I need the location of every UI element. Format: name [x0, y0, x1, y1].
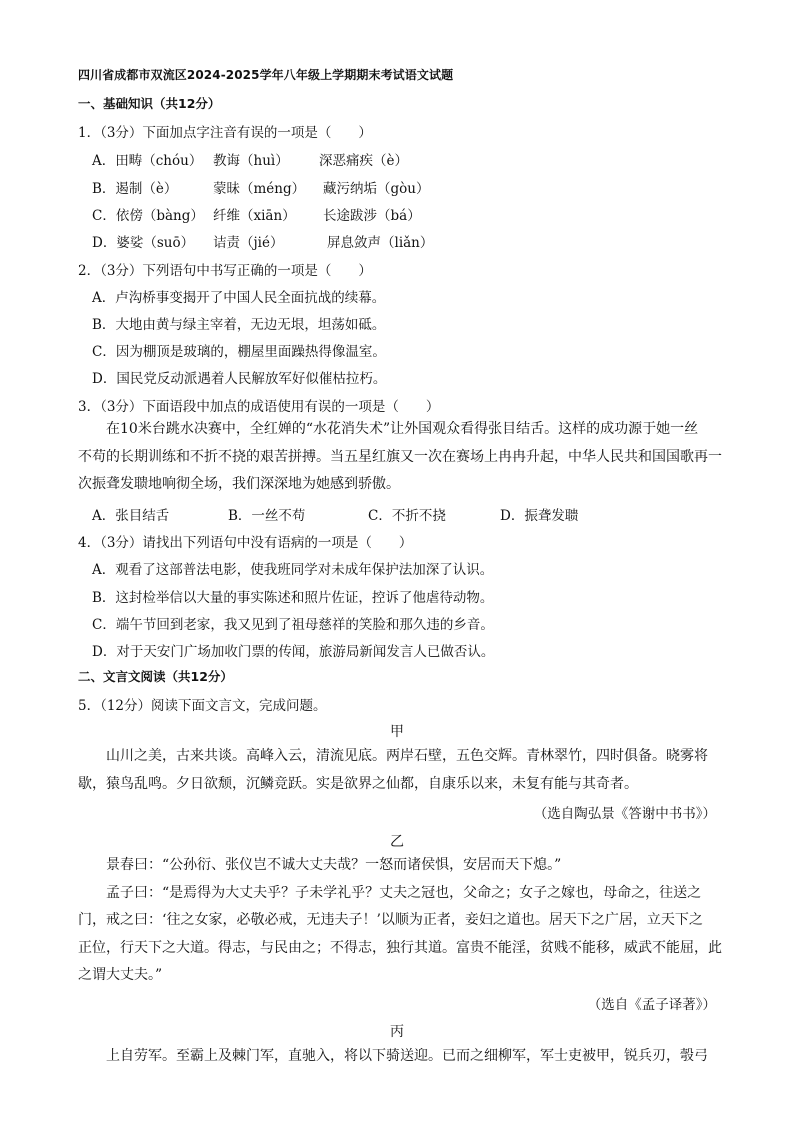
passage-line: 歇，猿鸟乱鸣。夕日欲颓，沉鳞竞跃。实是欲界之仙都，自康乐以来，未复有能与其奇者。	[78, 775, 638, 792]
question-4-stem: 4．（3分）请找出下列语句中没有语病的一项是（ ）	[78, 535, 413, 551]
option-b-item-3: 藏污纳垢（gòu）	[323, 181, 430, 197]
question-2-stem: 2．（3分）下列语句中书写正确的一项是（ ）	[78, 263, 372, 279]
question-3-option-a: A．张目结舌	[92, 508, 170, 524]
question-2-option-c: C．因为棚顶是玻璃的，棚屋里面躁热得像温室。	[92, 344, 386, 360]
passage-line: 上自劳军。至霸上及棘门军，直驰入，将以下骑送迎。已而之细柳军，军士吏被甲，锐兵刃，彀弓	[78, 1048, 708, 1064]
option-c-item-1: C．依傍（bàng）	[92, 208, 204, 224]
passage-line: 孟子曰：“是焉得为大丈夫乎？子未学礼乎？丈夫之冠也，父命之；女子之嫁也，母命之，往送之	[78, 884, 702, 901]
option-b-item-1: B．遏制（è）	[92, 181, 178, 197]
question-3-option-d: D．振聋发聩	[500, 508, 579, 524]
passage-jia-label: 甲	[390, 724, 404, 740]
question-4-option-b: B．这封检举信以大量的事实陈述和照片佐证，控诉了他虐待动物。	[92, 590, 494, 606]
exam-title: 四川省成都市双流区2024-2025学年八年级上学期期末考试语文试题	[78, 68, 454, 82]
passage-yi-source: （选自《孟子译著》）	[587, 997, 716, 1013]
question-2-option-b: B．大地由黄与绿主宰着，无边无垠，坦荡如砥。	[92, 317, 386, 333]
passage-line: 不苟的长期训练和不折不挠的艰苦拼搏。当五星红旗又一次在赛场上冉冉升起，中华人民共和国国歌再一	[78, 448, 722, 465]
passage-jia-text	[78, 743, 708, 798]
question-1-stem: 1．（3分）下面加点字注音有误的一项是（ ）	[78, 125, 372, 141]
option-c-item-2: 纤维（xiān）	[213, 208, 296, 224]
option-c-item-3: 长途跋涉（bá）	[323, 208, 421, 224]
section-heading-classical-reading: 二、文言文阅读（共12分）	[78, 669, 233, 684]
option-a-item-2: 教诲（huì）	[213, 153, 289, 169]
passage-line: 门，戒之曰：‘往之女家，必敬必戒，无违夫子！’以顺为正者，妾妇之道也。居天下之广居，立天下之	[78, 912, 703, 929]
passage-line: 山川之美，古来共谈。高峰入云，清流见底。两岸石壁，五色交辉。青林翠竹，四时俱备。晓雾将	[78, 748, 708, 764]
question-4-option-c: C．端午节回到老家，我又见到了祖母慈祥的笑脸和那久违的乡音。	[92, 617, 494, 633]
passage-line: 在10米台跳水决赛中，全红婵的“水花消失术”让外国观众看得张目结舌。这样的成功源于她一丝	[78, 421, 699, 437]
passage-yi-text	[78, 852, 722, 990]
passage-line: 之谓大丈夫。”	[78, 967, 163, 984]
question-3-option-b: B．一丝不苟	[228, 508, 306, 524]
question-3-passage	[78, 416, 722, 499]
passage-line: 正位，行天下之大道。得志，与民由之；不得志，独行其道。富贵不能淫，贫贱不能移，威武不能屈，此	[78, 939, 722, 956]
passage-jia-source: （选自陶弘景《答谢中书书》）	[533, 806, 716, 822]
passage-yi-label: 乙	[390, 834, 404, 850]
passage-line: 次振聋发聩地响彻全场，我们深深地为她感到骄傲。	[78, 476, 400, 493]
option-a-item-3: 深恶痛疾（è）	[319, 153, 408, 169]
question-4-option-a: A．观看了这部普法电影，使我班同学对未成年保护法加深了认识。	[92, 562, 494, 578]
passage-bing-label: 丙	[390, 1024, 404, 1040]
option-d-item-3: 屏息敛声（liǎn）	[327, 235, 434, 251]
question-3-option-c: C．不折不挠	[368, 508, 446, 524]
passage-line: 景春曰：“公孙衍、张仪岂不诚大丈夫哉？一怒而诸侯惧，安居而天下熄。”	[78, 857, 562, 873]
section-heading-basic-knowledge: 一、基础知识（共12分）	[78, 96, 221, 111]
question-4-option-d: D．对于天安门广场加收门票的传闻，旅游局新闻发言人已做否认。	[92, 644, 495, 660]
option-b-item-2: 蒙昧（méng）	[213, 181, 306, 197]
question-2-option-a: A．卢沟桥事变揭开了中国人民全面抗战的续幕。	[92, 290, 386, 306]
option-a-item-1: A．田畴（chóu）	[92, 153, 203, 169]
passage-bing-text	[78, 1043, 708, 1071]
question-3-stem: 3．（3分）下面语段中加点的成语使用有误的一项是（ ）	[78, 399, 440, 415]
question-2-option-d: D．国民党反动派遇着人民解放军好似催枯拉朽。	[92, 371, 387, 387]
question-5-stem: 5．（12分）阅读下面文言文，完成问题。	[78, 698, 327, 714]
option-d-item-1: D．婆娑（suō）	[92, 235, 195, 251]
option-d-item-2: 诘责（jié）	[213, 235, 284, 251]
